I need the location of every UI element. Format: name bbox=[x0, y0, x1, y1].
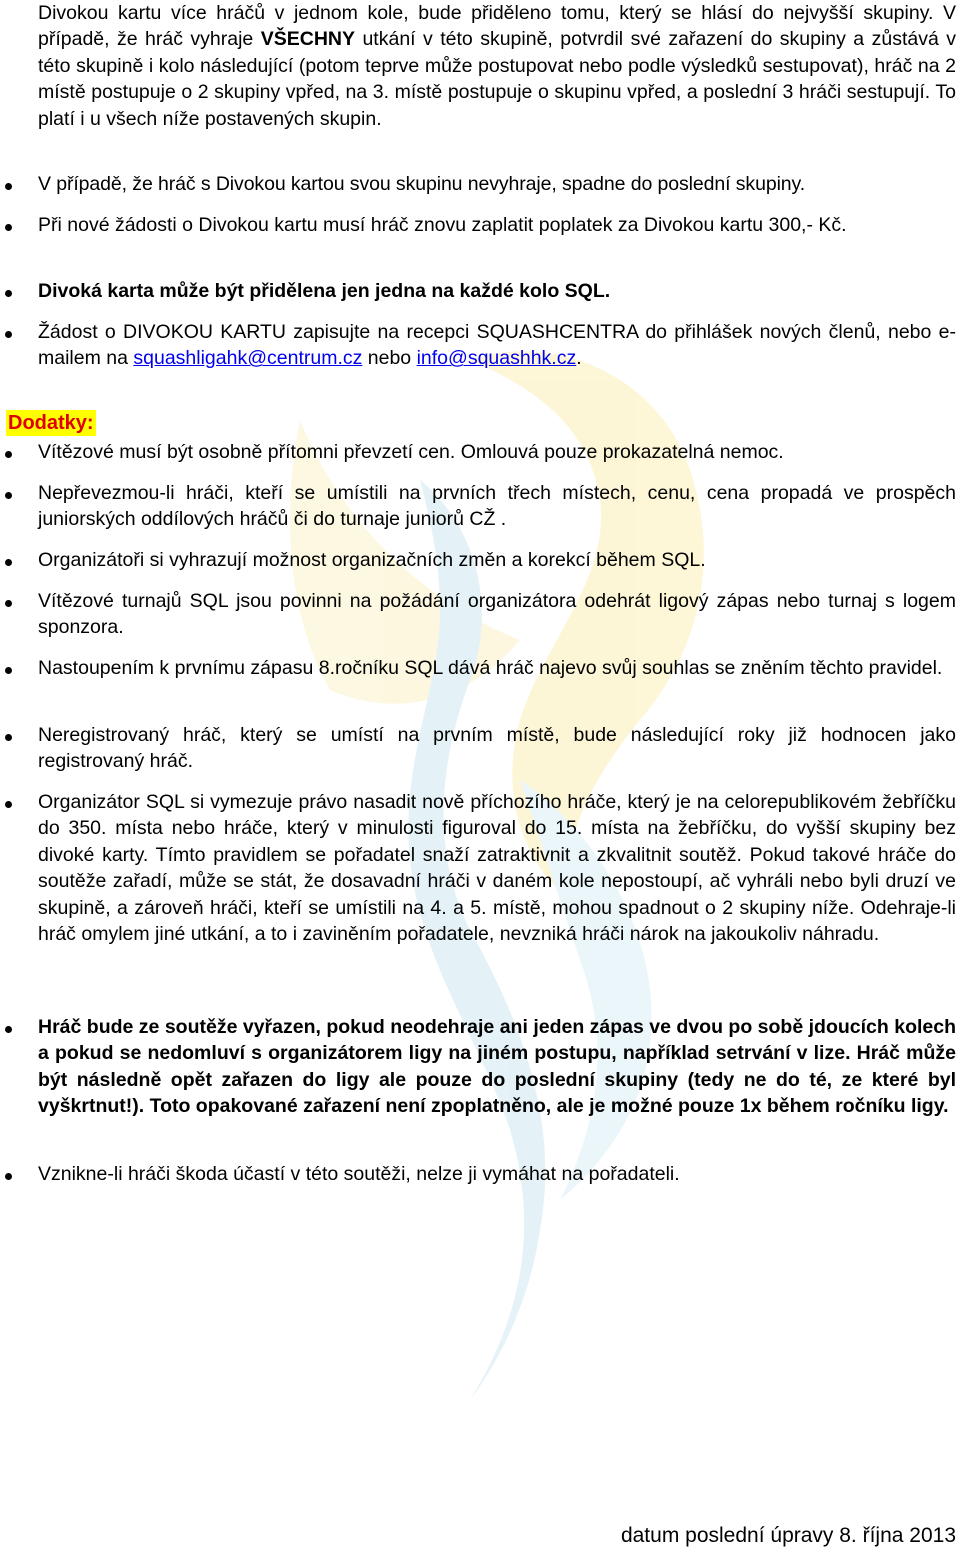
intro-emphasis: VŠECHNY bbox=[260, 28, 356, 51]
bullet-icon bbox=[5, 290, 12, 297]
rule-text: Žádost o DIVOKOU KARTU zapisujte na recepci SQUASHCENTRA do přihlášek nových členů, nebo e-mailem na bbox=[38, 321, 956, 370]
addendum-item-prize-attendance bbox=[38, 439, 956, 465]
addendum-item-sponsor-match bbox=[38, 588, 956, 641]
bullet-icon bbox=[5, 224, 12, 231]
last-updated-date: datum poslední úpravy 8. října 2013 bbox=[620, 1524, 956, 1547]
bullet-icon bbox=[5, 801, 12, 808]
bullet-icon bbox=[5, 1173, 12, 1180]
email-link-info[interactable]: info@squashhk.cz bbox=[416, 347, 577, 370]
addendum-item-liability bbox=[38, 1161, 956, 1187]
bullet-icon bbox=[5, 1026, 12, 1033]
addendum-item-unregistered-player bbox=[38, 722, 956, 775]
addendum-text: Vítězové musí být osobně přítomni převzetí cen. Omlouvá pouze prokazatelná nemoc. bbox=[38, 441, 784, 463]
intro-text-part1: Divokou kartu více hráčů v jednom kole, bude přiděleno tomu, který se hlásí do nejvyšší skupiny. V případě, že hráč vyhraje bbox=[38, 2, 956, 51]
bullet-icon bbox=[5, 559, 12, 566]
bullet-icon bbox=[5, 734, 12, 741]
bullet-icon bbox=[5, 667, 12, 674]
rule-text: V případě, že hráč s Divokou kartou svou skupinu nevyhraje, spadne do poslední skupiny. bbox=[38, 173, 806, 195]
rule-text-connector: nebo bbox=[362, 347, 417, 370]
addendum-item-rules-consent bbox=[38, 655, 956, 681]
addendum-item-unclaimed-prizes bbox=[38, 480, 956, 533]
rule-item-fee bbox=[38, 212, 956, 238]
intro-text-part2: utkání v této skupině, potvrdil své zařazení do skupiny a zůstává v této skupině i kolo následující (potom teprve může postupovat nebo podle výsledků sestupovat), hráč na 2 místě postupuje o 2 skupiny vpřed, na 3. místě postupuje o skupinu vpřed, a poslední 3 hráči sestupují. To platí i u všech níže postavených skupin. bbox=[38, 28, 956, 130]
bullet-icon bbox=[5, 183, 12, 190]
addenda-heading: Dodatky: bbox=[8, 412, 94, 434]
addendum-item-exclusion bbox=[38, 1014, 956, 1120]
addendum-text: Nepřevezmou-li hráči, kteří se umístili na prvních třech místech, cenu, cena propadá ve prospěch juniorských oddílových hráčů či do turnaje juniorů CŽ . bbox=[38, 482, 956, 531]
bullet-icon bbox=[5, 600, 12, 607]
rule-item-no-win bbox=[38, 171, 956, 197]
email-link-squashligahk[interactable]: squashligahk@centrum.cz bbox=[133, 347, 363, 370]
addendum-text: Neregistrovaný hráč, který se umístí na prvním místě, bude následující roky již hodnocen jako registrovaný hráč. bbox=[38, 724, 956, 773]
addendum-text: Vítězové turnajů SQL jsou povinni na požádání organizátora odehrát ligový zápas nebo turnaj s logem sponzora. bbox=[38, 590, 956, 639]
addendum-text: Nastoupením k prvnímu zápasu 8.ročníku SQL dává hráč najevo svůj souhlas se zněním těchto pravidel. bbox=[38, 657, 943, 679]
addendum-item-seeding-new-players bbox=[38, 789, 956, 947]
addendum-item-organizer-changes bbox=[38, 547, 956, 573]
addendum-text: Vznikne-li hráči škoda účastí v této soutěži, nelze ji vymáhat na pořadateli. bbox=[38, 1163, 680, 1185]
rule-text: Při nové žádosti o Divokou kartu musí hráč znovu zaplatit poplatek za Divokou kartu 300,- Kč. bbox=[38, 214, 847, 236]
rule-text-end: . bbox=[576, 347, 582, 370]
addendum-text: Organizátoři si vyhrazují možnost organizačních změn a korekcí během SQL. bbox=[38, 549, 706, 571]
rule-item-one-per-round bbox=[38, 278, 956, 304]
wildcard-intro-paragraph bbox=[38, 0, 956, 132]
bullet-icon bbox=[5, 492, 12, 499]
addendum-text: Hráč bude ze soutěže vyřazen, pokud neodehraje ani jeden zápas ve dvou po sobě jdoucích kolech a pokud se nedomluví s organizátorem ligy na jiném postupu, například setrvání v lize. Hráč může být následně opět zařazen do ligy ale pouze do poslední skupiny (tedy ne do té, ze které byl vyškrtnut!). Toto opakované zařazení není zpoplatněno, ale je možné pouze 1x během ročníku ligy. bbox=[38, 1016, 956, 1118]
bullet-icon bbox=[5, 331, 12, 338]
rule-text: Divoká karta může být přidělena jen jedna na každé kolo SQL. bbox=[38, 280, 611, 302]
rule-item-application bbox=[38, 319, 956, 372]
addendum-text: Organizátor SQL si vymezuje právo nasadit nově příchozího hráče, který je na celorepublikovém žebříčku do 350. místa nebo hráče, který v minulosti figuroval do 15. místa na žebříčku, do vyšší skupiny bez divoké karty. Tímto pravidlem se pořadatel snaží zatraktivnit a zkvalitnit soutěž. Pokud takové hráče do soutěže zařadí, může se stát, že dosavadní hráči v daném kole nepostoupí, ač vyhráli nebo byli druzí ve skupině, a zároveň hráči, kteří se umístili na 4. a 5. místě, mohou spadnout o 2 skupiny níže. Odehraje-li hráč omylem jiné utkání, a to i zaviněním pořadatele, nevzniká hráči nárok na jakoukoliv náhradu. bbox=[38, 791, 956, 946]
bullet-icon bbox=[5, 451, 12, 458]
